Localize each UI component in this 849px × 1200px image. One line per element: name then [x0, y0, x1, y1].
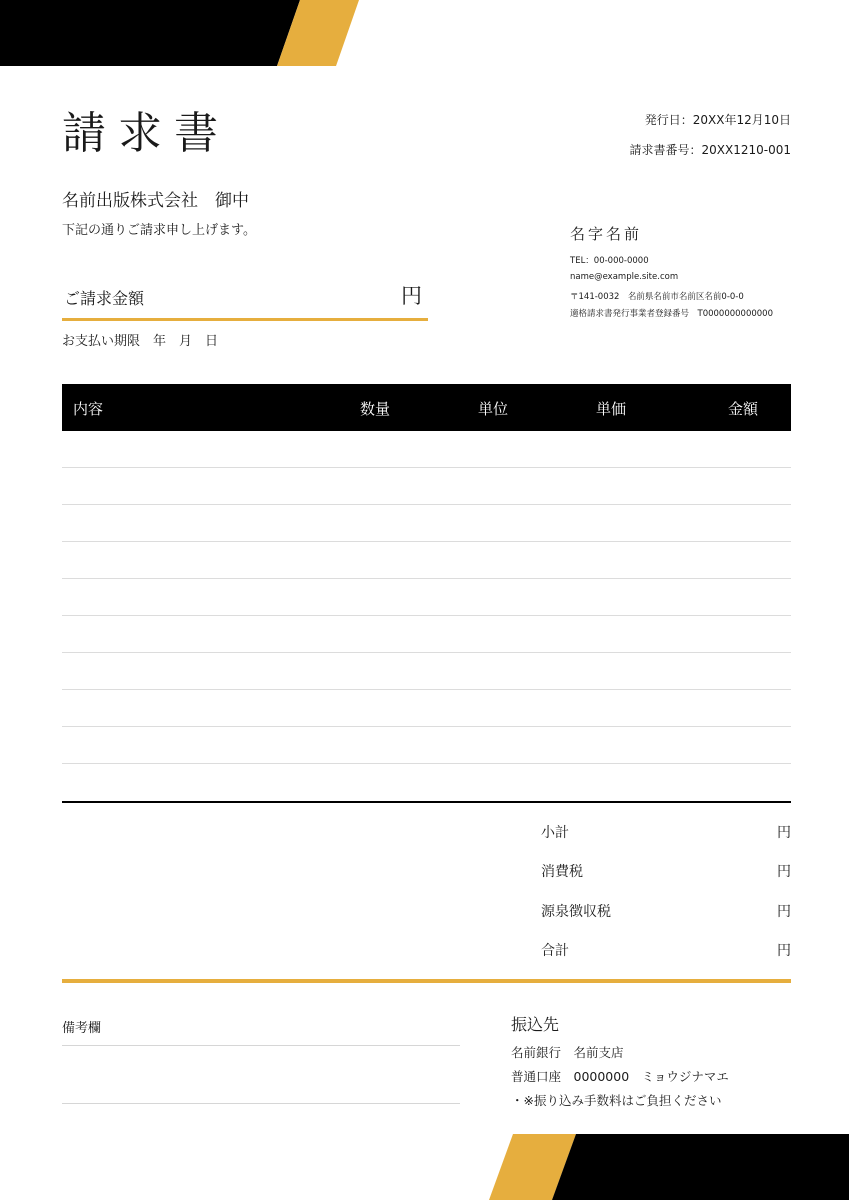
table-row: [62, 764, 791, 801]
table-row: [62, 653, 791, 690]
header-unit-price: 単価: [596, 400, 627, 418]
tax-row: [541, 861, 791, 881]
withholding-label: 源泉徴収税: [541, 904, 611, 920]
issue-date: 発行日：20XX年12月10日: [644, 113, 791, 127]
withholding-unit: 円: [777, 904, 791, 920]
header-unit: 単位: [478, 400, 509, 418]
issuer-email: name@example.site.com: [570, 272, 679, 282]
table-row: [62, 579, 791, 616]
table-body: [62, 431, 791, 801]
table-bottom-rule: [62, 801, 791, 803]
header-quantity: 数量: [360, 400, 391, 418]
bank-name: 名前銀行 名前支店: [511, 1045, 624, 1060]
bank-fee-note: ・※振り込み手数料はご負担ください: [511, 1093, 722, 1108]
total-row: [541, 940, 791, 960]
top-left-decoration: [0, 0, 380, 66]
bottom-black-band: [552, 1134, 849, 1200]
bank-title: 振込先: [511, 1015, 560, 1034]
table-row: [62, 542, 791, 579]
bottom-right-decoration: [480, 1134, 849, 1200]
subtotal-row: [541, 822, 791, 842]
billing-amount-box: [62, 280, 428, 321]
notes-divider: [62, 1103, 460, 1104]
recipient-name: 名前出版株式会社 御中: [62, 191, 249, 211]
billing-amount-unit: 円: [401, 284, 422, 308]
issuer-tel: TEL：00-000-0000: [570, 256, 649, 266]
top-black-band: [0, 0, 300, 66]
table-row: [62, 690, 791, 727]
issuer-registration: 適格請求書発行事業者登録番号 T0000000000000: [570, 309, 773, 319]
accent-divider: [62, 979, 791, 983]
billing-amount-label: ご請求金額: [64, 289, 145, 308]
payment-due: お支払い期限 年 月 日: [62, 334, 219, 349]
issuer-name: 名字名前: [570, 225, 643, 243]
subtotal-unit: 円: [777, 825, 791, 841]
header-amount: 金額: [728, 400, 759, 418]
intro-text: 下記の通りご請求申し上げます。: [62, 223, 256, 238]
tax-label: 消費税: [541, 864, 583, 880]
table-row: [62, 431, 791, 468]
notes-label: 備考欄: [62, 1021, 102, 1036]
page-title: 請求書: [62, 108, 230, 159]
withholding-row: [541, 901, 791, 921]
table-header: [62, 384, 791, 431]
bank-account: 普通口座 0000000 ミョウジナマエ: [511, 1069, 729, 1084]
table-row: [62, 727, 791, 764]
total-unit: 円: [777, 943, 791, 959]
notes-divider: [62, 1045, 460, 1046]
tax-unit: 円: [777, 864, 791, 880]
table-row: [62, 616, 791, 653]
table-row: [62, 468, 791, 505]
issuer-address: 〒141-0032 名前県名前市名前区名前0-0-0: [570, 292, 744, 302]
invoice-number: 請求書番号：20XX1210-001: [629, 143, 791, 157]
table-row: [62, 505, 791, 542]
subtotal-label: 小計: [541, 825, 569, 841]
total-label: 合計: [541, 943, 569, 959]
header-description: 内容: [73, 400, 104, 418]
